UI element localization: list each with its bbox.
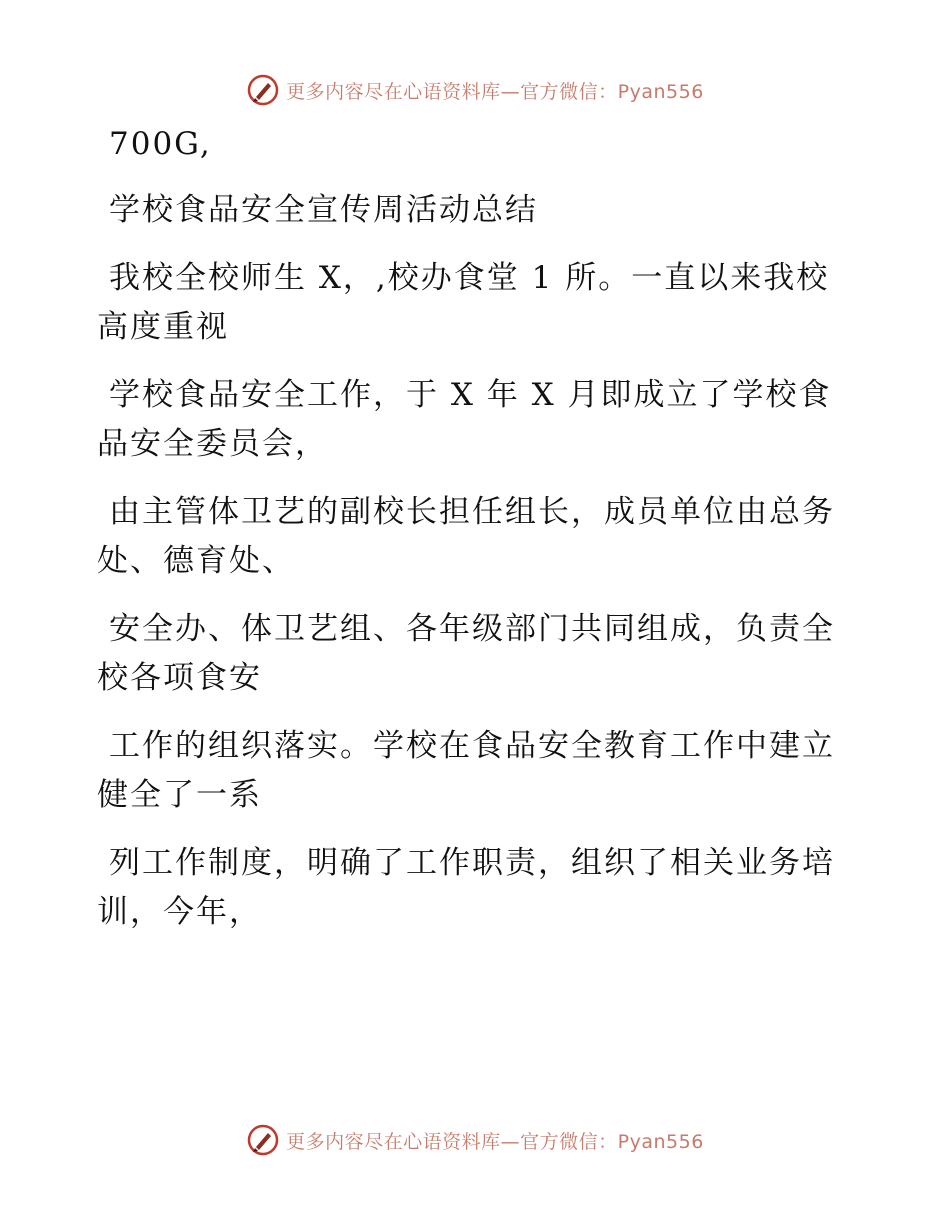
paragraph-7: 工作的组织落实。学校在食品安全教育工作中建立健全了一系 — [97, 728, 835, 813]
paragraph-4: 学校食品安全工作，于 X 年 X 月即成立了学校食品安全委员会， — [97, 377, 832, 462]
pen-nib-icon — [246, 73, 280, 107]
pen-nib-icon — [246, 1123, 280, 1157]
document-title: 学校食品安全宣传周活动总结 — [109, 192, 538, 228]
paragraph-1: 700G, — [109, 126, 212, 162]
footer-watermark — [0, 1120, 950, 1160]
header-watermark — [0, 70, 950, 110]
watermark-text: 更多内容尽在心语资料库—官方微信：Pyan556 — [286, 1130, 704, 1153]
watermark-text: 更多内容尽在心语资料库—官方微信：Pyan556 — [286, 80, 704, 103]
paragraph-8: 列工作制度，明确了工作职责，组织了相关业务培训，今年， — [97, 845, 835, 930]
paragraph-3: 我校全校师生 X，,校办食堂 1 所。一直以来我校高度重视 — [97, 260, 830, 345]
paragraph-6: 安全办、体卫艺组、各年级部门共同组成，负责全校各项食安 — [97, 611, 835, 696]
paragraph-5: 由主管体卫艺的副校长担任组长，成员单位由总务处、德育处、 — [97, 494, 835, 579]
document-body — [97, 120, 837, 956]
